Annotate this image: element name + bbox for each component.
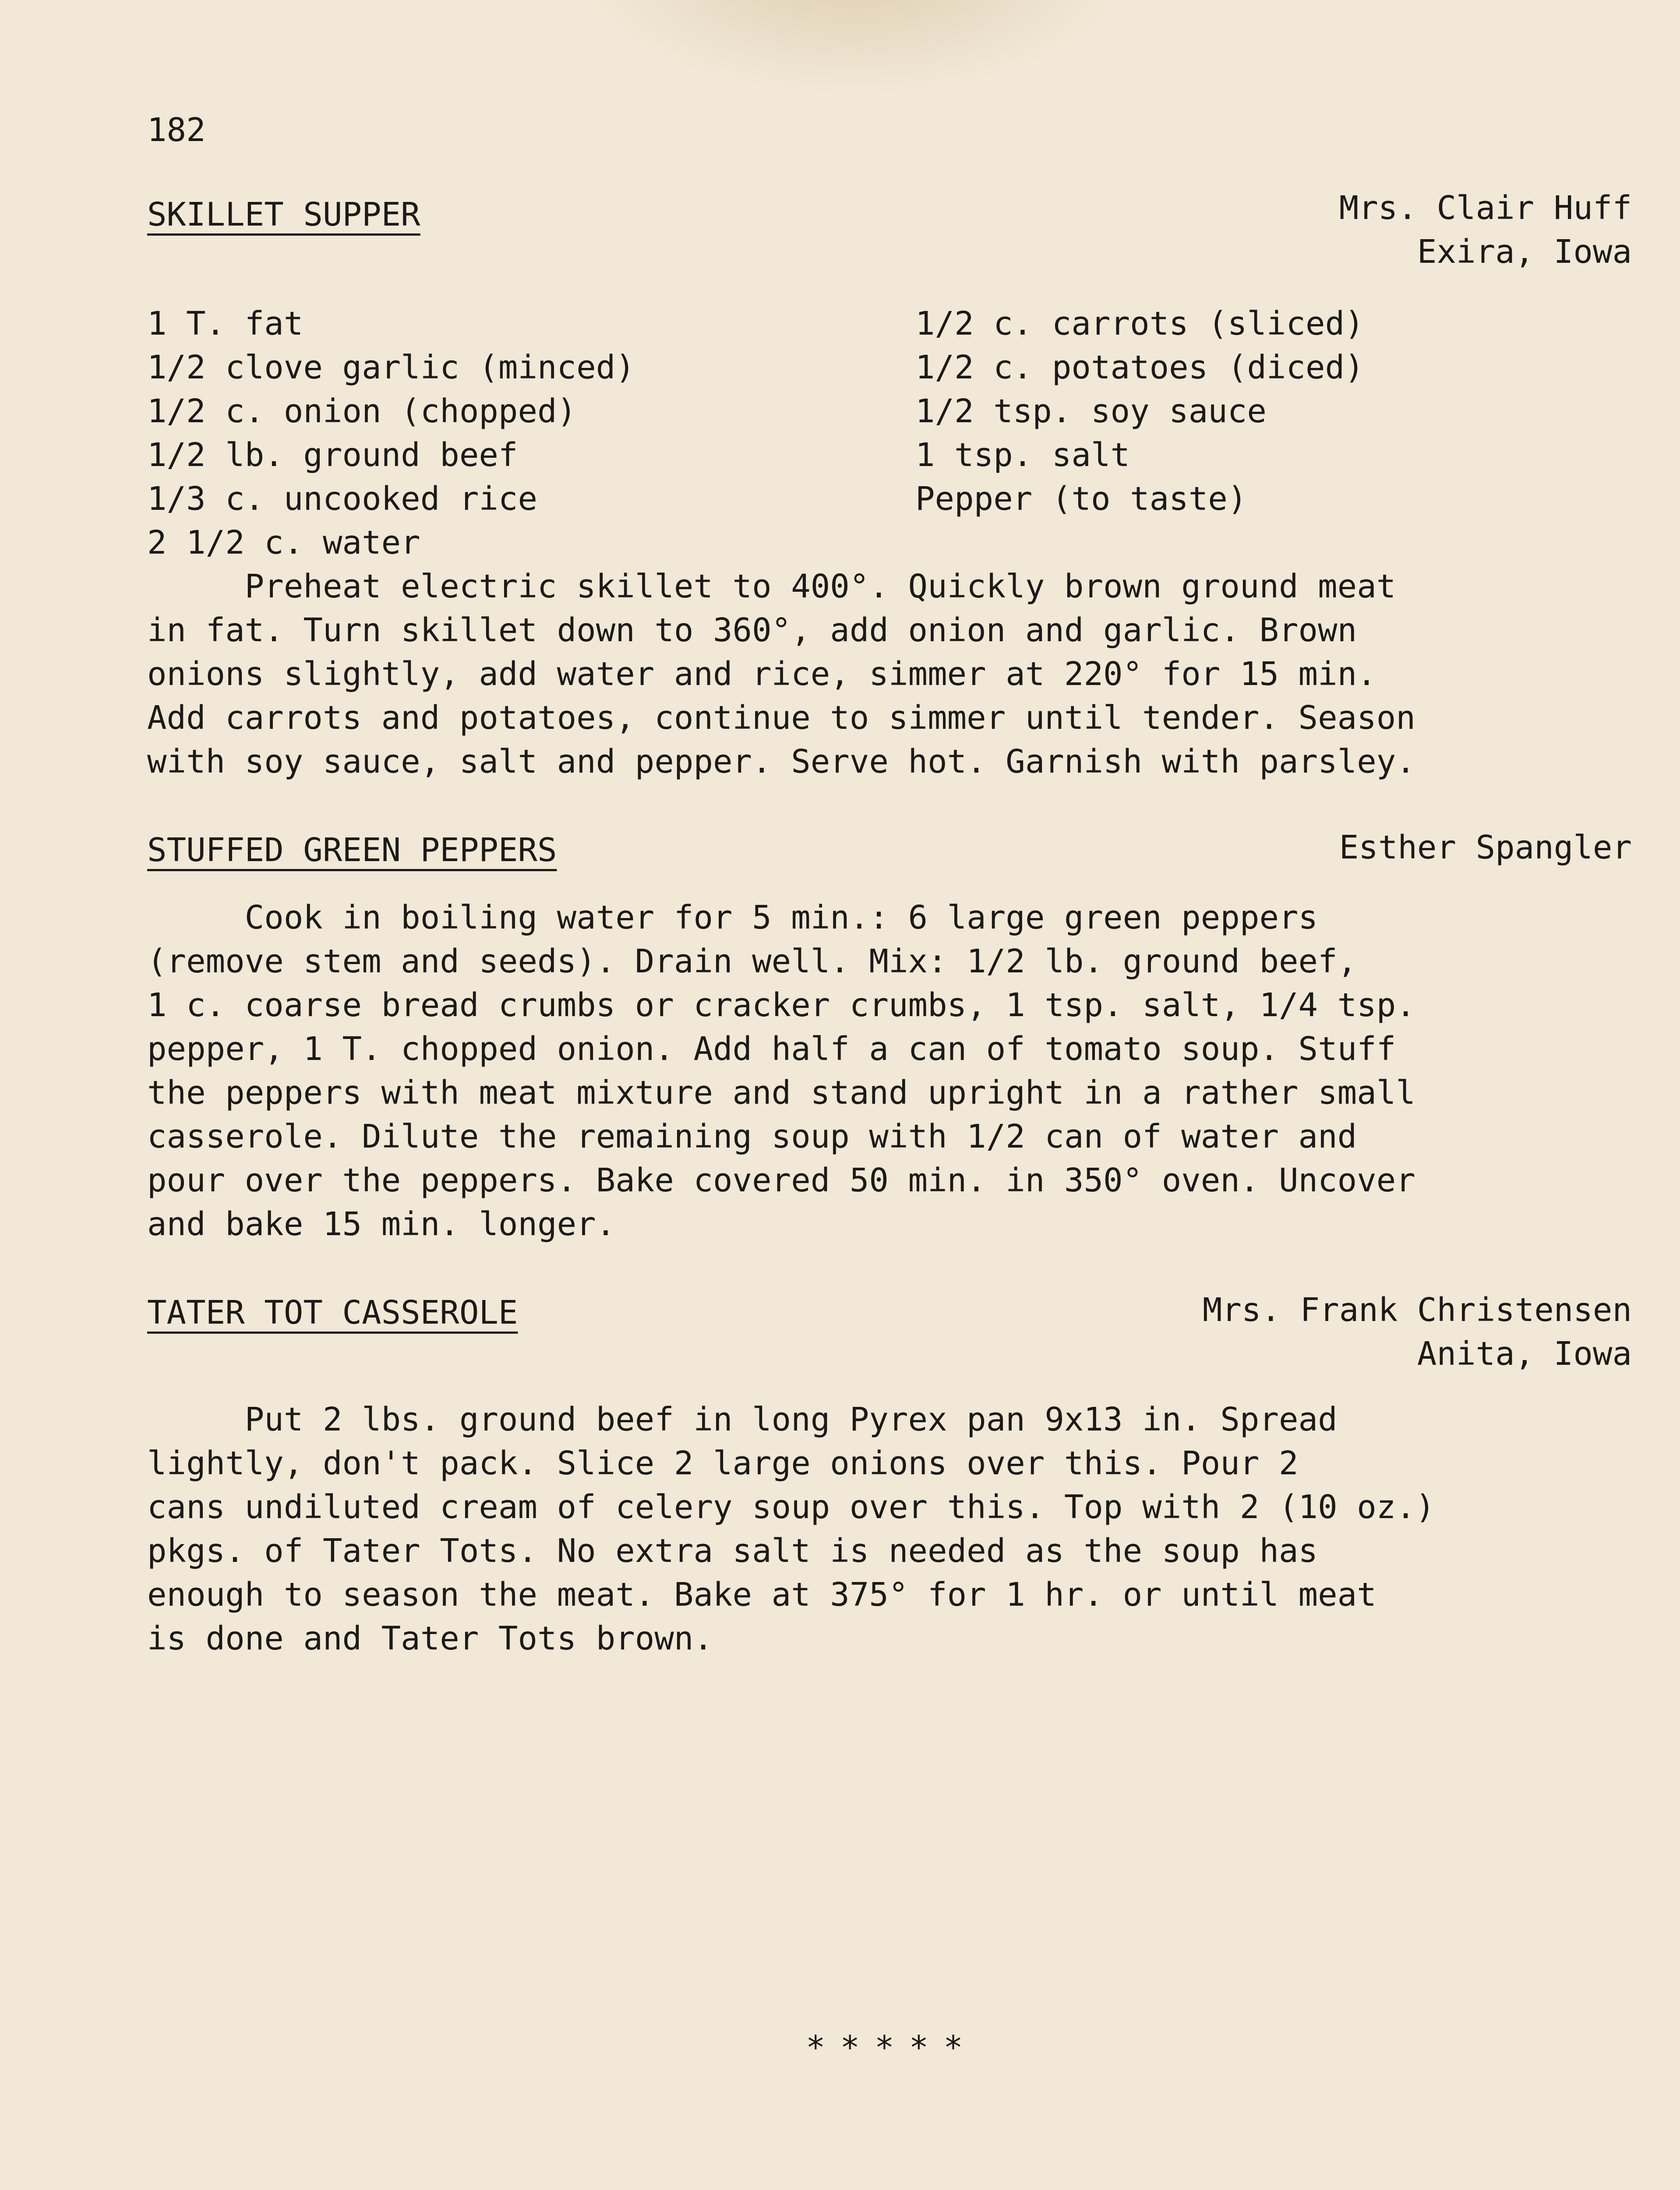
ingredient: 1/2 tsp. soy sauce: [915, 392, 1267, 430]
ingredient: 2 1/2 c. water: [147, 524, 420, 562]
direction-line: is done and Tater Tots brown.: [147, 1620, 713, 1657]
direction-line: (remove stem and seeds). Drain well. Mix: 1/2 lb. ground beef,: [147, 943, 1357, 980]
direction-line: pepper, 1 T. chopped onion. Add half a can of tomato soup. Stuff: [147, 1030, 1396, 1068]
recipe-title-skillet-supper: SKILLET SUPPER: [147, 196, 420, 233]
ingredient: 1/2 lb. ground beef: [147, 436, 518, 474]
direction-line: Preheat electric skillet to 400°. Quickly brown ground meat: [147, 568, 1396, 605]
direction-line: pour over the peppers. Bake covered 50 min. in 350° oven. Uncover: [147, 1162, 1415, 1199]
recipe-title-stuffed-green-peppers: STUFFED GREEN PEPPERS: [147, 831, 557, 869]
direction-line: cans undiluted cream of celery soup over this. Top with 2 (10 oz.): [147, 1488, 1435, 1526]
end-marker-asterisks: *****: [806, 2029, 978, 2066]
recipe-author: Mrs. Clair Huff: [1339, 189, 1632, 227]
ingredient: 1 T. fat: [147, 305, 304, 343]
direction-line: enough to season the meat. Bake at 375° for 1 hr. or until meat: [147, 1576, 1376, 1614]
recipe-author-location: Anita, Iowa: [1417, 1335, 1632, 1373]
ingredient: 1 tsp. salt: [915, 436, 1130, 474]
ingredient: 1/3 c. uncooked rice: [147, 480, 538, 518]
direction-line: with soy sauce, salt and pepper. Serve hot. Garnish with parsley.: [147, 743, 1415, 781]
ingredient: 1/2 c. potatoes (diced): [915, 349, 1364, 386]
direction-line: Cook in boiling water for 5 min.: 6 large green peppers: [147, 899, 1318, 936]
direction-line: the peppers with meat mixture and stand upright in a rather small: [147, 1074, 1415, 1112]
direction-line: 1 c. coarse bread crumbs or cracker crumbs, 1 tsp. salt, 1/4 tsp.: [147, 986, 1415, 1024]
direction-line: in fat. Turn skillet down to 360°, add onion and garlic. Brown: [147, 611, 1357, 649]
recipe-author: Mrs. Frank Christensen: [1202, 1291, 1632, 1329]
ingredient: 1/2 c. carrots (sliced): [915, 305, 1364, 343]
direction-line: pkgs. of Tater Tots. No extra salt is needed as the soup has: [147, 1532, 1318, 1570]
direction-line: lightly, don't pack. Slice 2 large onions over this. Pour 2: [147, 1445, 1299, 1482]
direction-line: Put 2 lbs. ground beef in long Pyrex pan 9x13 in. Spread: [147, 1401, 1338, 1438]
direction-line: onions slightly, add water and rice, simmer at 220° for 15 min.: [147, 655, 1376, 693]
direction-line: casserole. Dilute the remaining soup with 1/2 can of water and: [147, 1118, 1357, 1155]
ingredient: Pepper (to taste): [915, 480, 1247, 518]
ingredient: 1/2 clove garlic (minced): [147, 349, 635, 386]
recipe-title-tater-tot-casserole: TATER TOT CASSEROLE: [147, 1294, 518, 1332]
direction-line: and bake 15 min. longer.: [147, 1205, 616, 1243]
direction-line: Add carrots and potatoes, continue to simmer until tender. Season: [147, 699, 1415, 737]
recipe-author-location: Exira, Iowa: [1417, 233, 1632, 271]
page-number: 182: [147, 111, 206, 149]
ingredient: 1/2 c. onion (chopped): [147, 392, 577, 430]
recipe-author: Esther Spangler: [1339, 829, 1632, 866]
